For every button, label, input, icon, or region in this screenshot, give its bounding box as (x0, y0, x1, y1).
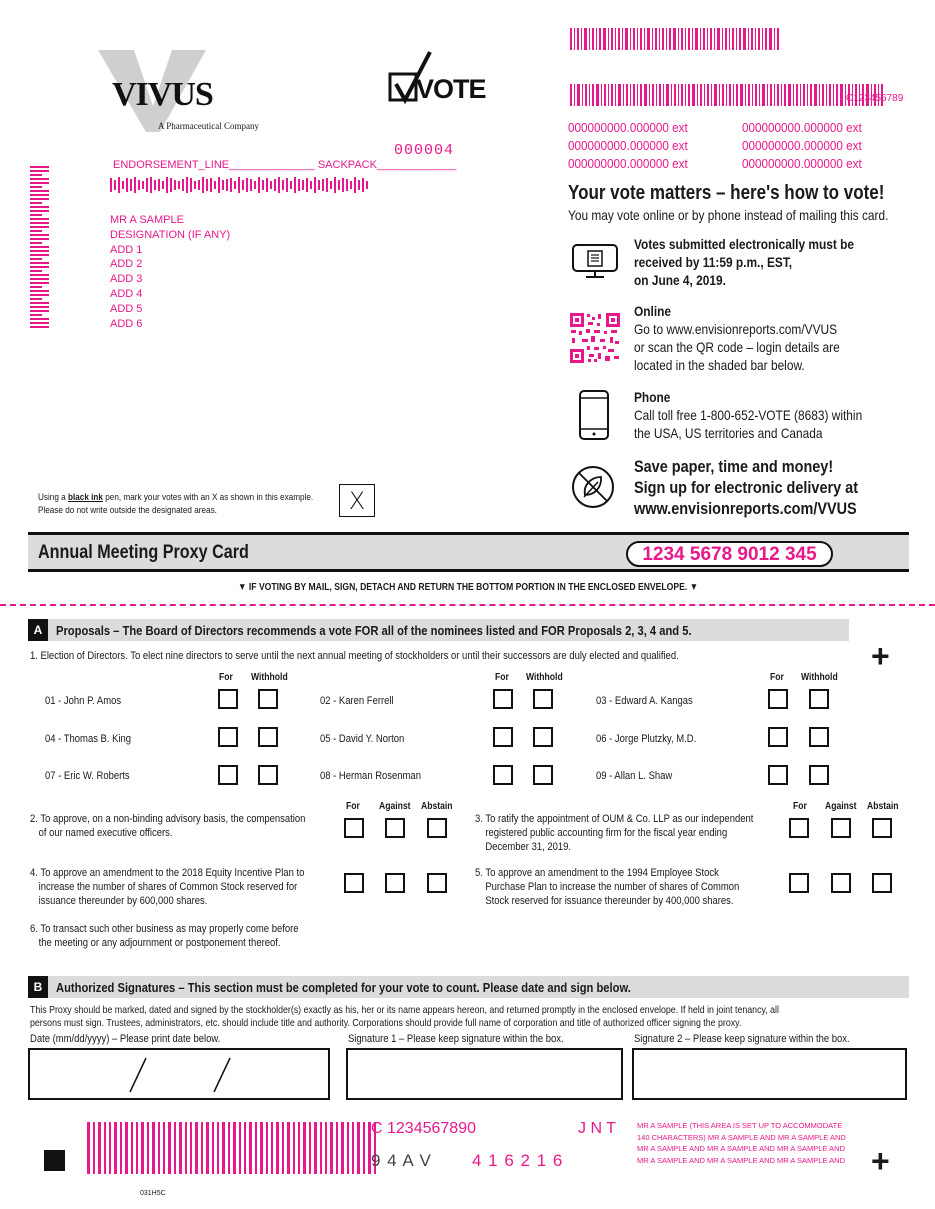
phone-block (634, 388, 902, 442)
ext-line: 000000000.000000 ext (568, 138, 688, 153)
paper-block (634, 456, 898, 519)
nominee-for-checkbox[interactable] (768, 689, 788, 709)
proposal-line: 2. To approve, on a non-binding advisory basis, the compensation (30, 813, 306, 825)
instruction-black-ink: black ink (67, 492, 103, 503)
proposal-2-abstain-checkbox[interactable] (427, 818, 447, 838)
top-barcode-2 (570, 84, 883, 106)
control-code: C123456789 (846, 93, 904, 104)
proposal-line: 3. To ratify the appointment of OUM & Co. LLP as our independent (475, 813, 754, 825)
online-line[interactable]: Go to www.envisionreports.com/VVUS (634, 321, 838, 337)
date-field[interactable] (28, 1048, 330, 1100)
col-withhold: Withhold (801, 672, 838, 683)
nominee-name: 07 - Eric W. Roberts (45, 770, 130, 782)
online-line: located in the shaded bar below. (634, 357, 805, 373)
monitor-icon (570, 243, 620, 279)
left-vertical-barcode (30, 166, 49, 328)
proposal-3-text (475, 812, 753, 854)
nominee-name: 01 - John P. Amos (45, 695, 122, 707)
proposal-line: 5. To approve an amendment to the 1994 Employee Stock (475, 867, 719, 879)
sig2-label: Signature 2 – Please keep signature within the box. (634, 1033, 850, 1045)
phone-title: Phone (634, 389, 671, 405)
address-line: ADD 3 (110, 273, 143, 286)
col-withhold: Withhold (526, 672, 563, 683)
instruction-pre: Using a (38, 492, 68, 503)
col-against: Against (825, 801, 857, 812)
electronic-line: Votes submitted electronically must be (634, 236, 854, 252)
sample-line: MR A SAMPLE (THIS AREA IS SET UP TO ACCOMMODATE (637, 1121, 843, 1130)
proposal-3-for-checkbox[interactable] (789, 818, 809, 838)
section-b-bar (28, 976, 909, 998)
address-line: MR A SAMPLE (110, 214, 184, 226)
section-b-letter: B (28, 976, 48, 998)
proposal-line: issuance thereunder by 600,000 shares. (38, 895, 208, 907)
instruction-line2: Please do not write outside the designated areas. (38, 505, 217, 516)
col-withhold: Withhold (251, 672, 288, 683)
address-line: ADD 5 (110, 302, 143, 315)
footer-code-1: 9 4 A V (371, 1151, 432, 1170)
online-line: or scan the QR code – login details are (634, 339, 840, 355)
proposal-line: registered public accounting firm for the fiscal year ending (485, 827, 728, 839)
nominee-withhold-checkbox[interactable] (533, 765, 553, 785)
qr-code-icon[interactable] (570, 313, 620, 363)
detach-text: IF VOTING BY MAIL, SIGN, DETACH AND RETURN THE BOTTOM PORTION IN THE ENCLOSED ENVELOPE. (248, 582, 688, 593)
nominee-withhold-checkbox[interactable] (258, 765, 278, 785)
proposal-3-abstain-checkbox[interactable] (872, 818, 892, 838)
signature-2-field[interactable] (632, 1048, 907, 1100)
section-b-body (30, 1004, 779, 1030)
nominee-withhold-checkbox[interactable] (809, 727, 829, 747)
address-line: ADD 1 (110, 243, 143, 256)
nominee-for-checkbox[interactable] (218, 765, 238, 785)
col-for: For (219, 672, 233, 683)
electronic-line: received by 11:59 p.m., EST, (634, 254, 793, 270)
proposal-4-abstain-checkbox[interactable] (427, 873, 447, 893)
plus-mark-icon: + (871, 1143, 890, 1179)
election-instructions: 1. Election of Directors. To elect nine directors to serve until the next annual meeting of stockholders or until their successors are duly elected and qualified. (30, 650, 679, 662)
section-b-line: This Proxy should be marked, dated and signed by the stockholder(s) exactly as his, her or its name appears hereon, and returned promptly in the enclosed envelope. If held in joint tenancy, all (30, 1004, 779, 1016)
nominee-name: 09 - Allan L. Shaw (596, 770, 673, 782)
paper-line[interactable]: www.envisionreports.com/VVUS (634, 499, 857, 518)
electronic-deadline (634, 235, 893, 289)
sequence-number: 000004 (394, 142, 455, 159)
nominee-for-checkbox[interactable] (218, 689, 238, 709)
section-a-bar (28, 619, 849, 641)
proposal-5-text (475, 866, 739, 908)
footer-sample-text (637, 1120, 846, 1166)
proposal-4-text (30, 866, 304, 908)
endorsement-line: ENDORSEMENT_LINE______________ SACKPACK_____________ (113, 159, 457, 171)
proposal-line: Purchase Plan to increase the number of shares of Common (485, 881, 740, 893)
nominee-name: 08 - Herman Rosenman (320, 770, 421, 782)
nominee-for-checkbox[interactable] (493, 727, 513, 747)
sig1-label: Signature 1 – Please keep signature within the box. (348, 1033, 564, 1045)
perforation-line (0, 604, 935, 606)
corner-square-icon (44, 1150, 65, 1171)
proposal-2-for-checkbox[interactable] (344, 818, 364, 838)
nominee-withhold-checkbox[interactable] (258, 727, 278, 747)
sample-line: MR A SAMPLE AND MR A SAMPLE AND MR A SAMPLE AND (637, 1144, 845, 1153)
proposal-line: increase the number of shares of Common Stock reserved for (38, 881, 298, 893)
proposal-5-against-checkbox[interactable] (831, 873, 851, 893)
footer-code-2: 4 1 6 2 1 6 (472, 1151, 564, 1170)
sample-line: 140 CHARACTERS) MR A SAMPLE AND MR A SAMPLE AND (637, 1132, 846, 1142)
proposal-line: of our named executive officers. (38, 827, 173, 839)
col-against: Against (379, 801, 411, 812)
proposal-3-against-checkbox[interactable] (831, 818, 851, 838)
mailing-address (110, 213, 230, 331)
signature-1-field[interactable] (346, 1048, 623, 1100)
address-line: ADD 6 (110, 317, 143, 330)
proposal-2-against-checkbox[interactable] (385, 818, 405, 838)
proposal-2-text (30, 812, 305, 840)
nominee-for-checkbox[interactable] (768, 727, 788, 747)
proxy-bar (28, 532, 909, 572)
online-block (634, 302, 876, 374)
paper-line: Sign up for electronic delivery at (634, 478, 859, 497)
ext-line: 000000000.000000 ext (568, 156, 688, 171)
phone-icon (578, 389, 610, 441)
top-barcode-1 (570, 28, 779, 50)
col-abstain: Abstain (867, 801, 899, 812)
logo-tagline: A Pharmaceutical Company (158, 121, 259, 131)
section-b-title: Authorized Signatures – This section must be completed for your vote to count. Please date and sign below. (56, 979, 631, 995)
date-label: Date (mm/dd/yyyy) – Please print date below. (30, 1033, 221, 1045)
col-for: For (770, 672, 784, 683)
nominee-withhold-checkbox[interactable] (533, 689, 553, 709)
proposal-6-text (30, 922, 299, 950)
proposal-line: 4. To approve an amendment to the 2018 Equity Incentive Plan to (30, 867, 305, 879)
footer-control: C 1234567890 (371, 1120, 476, 1137)
nominee-withhold-checkbox[interactable] (809, 689, 829, 709)
online-title: Online (634, 303, 672, 319)
vote-logo-text: VOTE (416, 74, 486, 104)
phone-line: the USA, US territories and Canada (634, 425, 823, 441)
triangle-down-icon: ▼ (238, 582, 249, 593)
section-a-letter: A (28, 619, 48, 641)
proxy-card-title: Annual Meeting Proxy Card (38, 542, 249, 563)
instruction-post: pen, mark your votes with an X as shown in this example. (102, 492, 314, 503)
section-b-line: persons must sign. Trustees, administrators, etc. should include title and authority. Corporations should provide full name of corporation and title of authorized officer signing the proxy. (30, 1017, 742, 1029)
nominee-name: 04 - Thomas B. King (45, 733, 132, 745)
plus-mark-icon: + (871, 638, 890, 674)
nominee-name: 02 - Karen Ferrell (320, 695, 394, 707)
ext-line: 000000000.000000 ext (742, 138, 862, 153)
nominee-for-checkbox[interactable] (218, 727, 238, 747)
nominee-name: 06 - Jorge Plutzky, M.D. (596, 733, 697, 745)
footer-barcode (87, 1122, 376, 1174)
nominee-name: 05 - David Y. Norton (320, 733, 405, 745)
col-for: For (495, 672, 509, 683)
proposal-line: Stock reserved for issuance thereunder by 400,000 shares. (485, 895, 734, 907)
proposal-line: 6. To transact such other business as may properly come before (30, 923, 299, 935)
vivus-logo (96, 46, 276, 136)
address-line: DESIGNATION (IF ANY) (110, 228, 231, 241)
vote-logo (388, 50, 488, 110)
sample-line: MR A SAMPLE AND MR A SAMPLE AND MR A SAMPLE AND (637, 1155, 845, 1165)
ext-line: 000000000.000000 ext (742, 120, 862, 135)
proposal-4-for-checkbox[interactable] (344, 873, 364, 893)
example-x: X (348, 486, 366, 515)
vote-info-subheading: You may vote online or by phone instead of mailing this card. (568, 207, 889, 223)
nominee-for-checkbox[interactable] (493, 689, 513, 709)
vote-info-heading: Your vote matters – here's how to vote! (568, 182, 885, 204)
col-for: For (346, 801, 360, 812)
proxy-code: 1234 5678 9012 345 (626, 541, 833, 567)
nominee-for-checkbox[interactable] (768, 765, 788, 785)
leaf-icon (571, 465, 615, 509)
imb-barcode (110, 177, 368, 193)
col-abstain: Abstain (421, 801, 453, 812)
ext-line: 000000000.000000 ext (568, 120, 688, 135)
section-a-title: Proposals – The Board of Directors recommends a vote FOR all of the nominees listed and FOR Proposals 2, 3, 4 and 5. (56, 622, 692, 638)
address-line: ADD 4 (110, 287, 143, 300)
date-separators-icon (28, 1048, 330, 1100)
nominee-withhold-checkbox[interactable] (809, 765, 829, 785)
nominee-withhold-checkbox[interactable] (258, 689, 278, 709)
nominee-withhold-checkbox[interactable] (533, 727, 553, 747)
mark-instructions (38, 491, 313, 517)
ext-line: 000000000.000000 ext (742, 156, 862, 171)
footer-jnt: J N T (578, 1120, 616, 1137)
nominee-for-checkbox[interactable] (493, 765, 513, 785)
proposal-4-against-checkbox[interactable] (385, 873, 405, 893)
proposal-line: December 31, 2019. (485, 841, 572, 853)
logo-wordmark: VIVUS (112, 76, 213, 113)
triangle-down-icon: ▼ (687, 582, 699, 593)
proposal-5-for-checkbox[interactable] (789, 873, 809, 893)
detach-instructions (238, 582, 698, 593)
nominee-name: 03 - Edward A. Kangas (596, 695, 693, 707)
col-for: For (793, 801, 807, 812)
electronic-line: on June 4, 2019. (634, 272, 726, 288)
example-mark-box (339, 484, 375, 517)
form-code: 031H5C (140, 1190, 166, 1197)
proposal-5-abstain-checkbox[interactable] (872, 873, 892, 893)
proposal-line: the meeting or any adjournment or postponement thereof. (38, 937, 281, 949)
address-line: ADD 2 (110, 258, 143, 271)
paper-line: Save paper, time and money! (634, 457, 834, 476)
phone-line: Call toll free 1-800-652-VOTE (8683) within (634, 407, 863, 423)
